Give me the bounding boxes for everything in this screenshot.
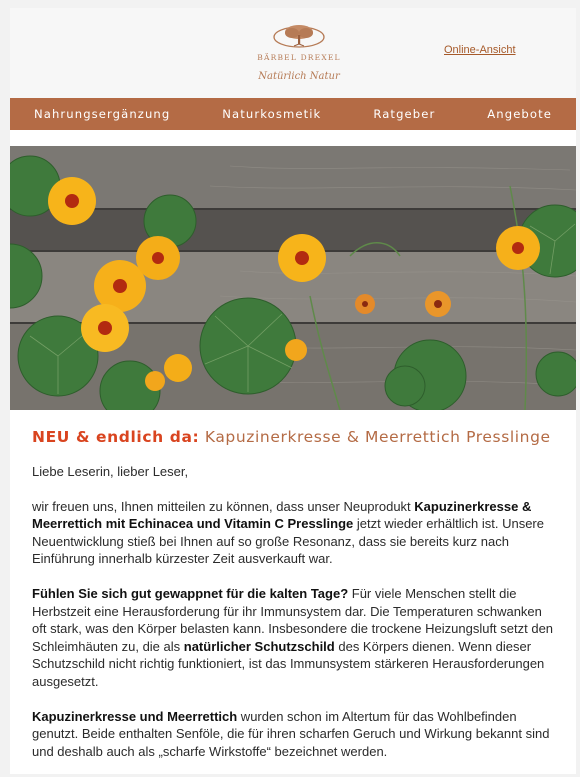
paragraph-3-lead: Kapuzinerkresse und Meerrettich <box>32 708 238 724</box>
newsletter-header <box>10 8 576 98</box>
paragraph-3 <box>32 708 557 761</box>
tree-logo-icon <box>272 22 326 48</box>
paragraph-2-lead: Fühlen Sie sich gut gewappnet für die kalten Tage? <box>32 585 349 601</box>
product-name-bold: Kapuzinerkresse & Meerrettich mit Echinacea und Vitamin C Presslinge <box>32 498 532 532</box>
greeting: Liebe Leserin, lieber Leser, <box>32 464 189 479</box>
paragraph-2 <box>32 585 557 691</box>
hero-image[interactable] <box>10 146 576 410</box>
headline <box>32 428 551 446</box>
nasturtium-photo <box>10 146 576 410</box>
nav-item-angebote[interactable]: Angebote <box>487 107 552 121</box>
headline-product: Kapuzinerkresse & Meerrettich Presslinge <box>204 428 551 446</box>
headline-new-label: NEU & endlich da: <box>32 428 200 446</box>
nav-item-ratgeber[interactable]: Ratgeber <box>373 107 436 121</box>
brand-logo[interactable] <box>256 22 342 94</box>
newsletter-body <box>32 463 557 777</box>
paragraph-1-text-a: wir freuen uns, Ihnen mitteilen zu können, dass unser Neuprodukt <box>32 498 415 514</box>
paragraph-2-text-d: des Körpers dienen. Wenn dieser Schutzschild nicht richtig funktioniert, ist das Immunsystem stärkeren Herausforderungen ausgesetzt. <box>32 638 545 689</box>
paragraph-2-bold: natürlicher Schutzschild <box>183 638 335 654</box>
paragraph-1 <box>32 498 557 568</box>
paragraph-1-text-c: jetzt wieder erhältlich ist. Unsere Neuentwicklung stieß bei Ihnen auf so große Resonanz, dass sie bereits kurz nach Einführung innerhalb kürzester Zeit ausverkauft war. <box>32 516 544 567</box>
newsletter-frame <box>10 8 576 774</box>
paragraph-2-text-b: Für viele Menschen stellt die Herbstzeit eine Herausforderung für ihr Immunsystem dar. Die Temperaturen schwanken oft stark, was den Körper belasten kann. Insbesondere die trockene Heizungsluft setzt den Schleimhäuten zu, die als <box>32 585 554 654</box>
logo-tagline: Natürlich Natur <box>258 71 340 82</box>
nav-item-nahrungsergaenzung[interactable]: Nahrungsergänzung <box>34 107 171 121</box>
main-nav <box>10 98 576 130</box>
logo-brand-text: BÄRBEL DREXEL <box>257 53 341 62</box>
paragraph-3-text-b: wurden schon im Altertum für das Wohlbefinden genutzt. Beide enthalten Senföle, die für ihren scharfen Geruch und Wirkung bekannt sind und deshalb auch als „scharfe Wirkstoffe“ bezeichnet werden. <box>32 708 550 759</box>
online-view-link[interactable]: Online-Ansicht <box>444 44 516 56</box>
nav-item-naturkosmetik[interactable]: Naturkosmetik <box>222 107 322 121</box>
